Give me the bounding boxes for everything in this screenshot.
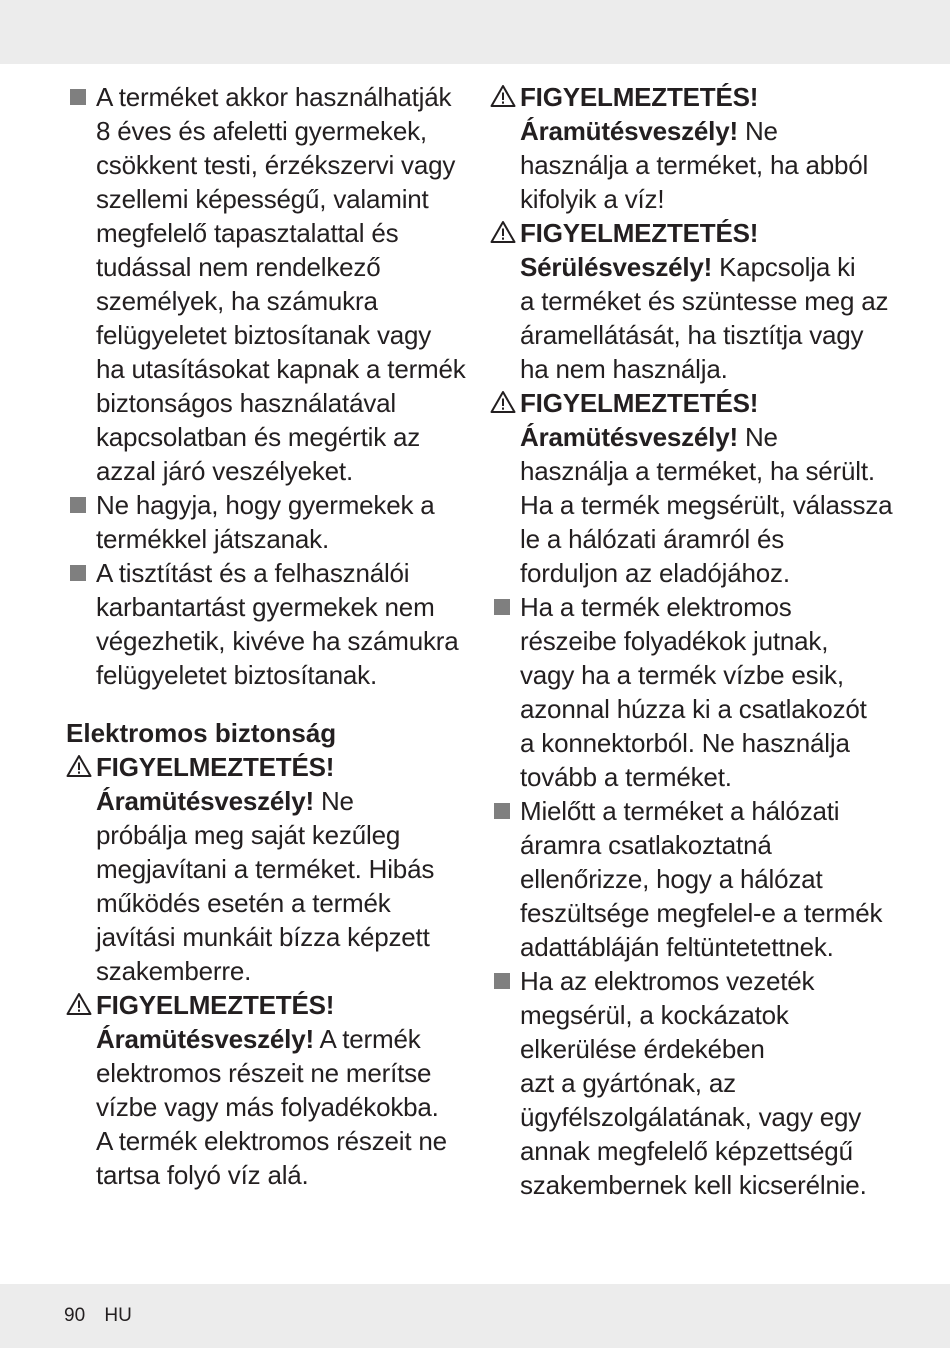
warning-block [66, 988, 466, 1192]
hazard-label: Áramütésveszély! [520, 116, 738, 146]
list-item [490, 794, 890, 964]
text-fragment: Ne [737, 116, 778, 146]
text-line: 8 éves és afeletti gyermekek, [96, 116, 427, 146]
warning-triangle-icon [490, 220, 516, 244]
text-line: Mielőtt a terméket a hálózati [520, 796, 840, 826]
square-bullet-icon [70, 497, 86, 513]
text-line: ha nem használja. [520, 354, 728, 384]
text-line: megjavítani a terméket. Hibás [96, 854, 435, 884]
text-line: áramellátását, ha tisztítja vagy [520, 320, 864, 350]
text-line: Ha a termék elektromos [520, 592, 792, 622]
text-line: ügyfélszolgálatának, vagy egy [520, 1102, 862, 1132]
text-line: azt a gyártónak, az [520, 1068, 736, 1098]
warning-title: FIGYELMEZTETÉS! [96, 752, 335, 782]
text-line: A terméket akkor használhatják [96, 82, 452, 112]
warning-title: FIGYELMEZTETÉS! [96, 990, 335, 1020]
text-line: azzal járó veszélyeket. [96, 456, 353, 486]
list-item [66, 488, 466, 556]
text-line: Ne hagyja, hogy gyermekek a [96, 490, 435, 520]
hazard-label: Áramütésveszély! [96, 786, 314, 816]
text-line: használja a terméket, ha abból [520, 150, 869, 180]
text-line: Ha a termék megsérült, válassza [520, 490, 893, 520]
right-column [490, 80, 893, 1202]
text-line: szellemi képességű, valamint [96, 184, 429, 214]
square-bullet-icon [494, 973, 510, 989]
text-line: a terméket és szüntesse meg az [520, 286, 889, 316]
text-line: A tisztítást és a felhasználói [96, 558, 410, 588]
text-fragment: A termék [313, 1024, 421, 1054]
text-line: annak megfelelő képzettségű [520, 1136, 853, 1166]
list-item [66, 556, 466, 692]
text-line: csökkent testi, érzékszervi vagy [96, 150, 456, 180]
list-item [490, 964, 890, 1202]
list-item [66, 80, 466, 488]
text-line: adattábláján feltüntetettnek. [520, 932, 834, 962]
warning-block [490, 216, 890, 386]
text-line: termékkel játszanak. [96, 524, 329, 554]
warning-triangle-icon [66, 754, 92, 778]
text-line: javítási munkáit bízza képzett [96, 922, 430, 952]
warning-triangle-icon [66, 992, 92, 1016]
warning-block [490, 386, 893, 590]
text-line: vagy ha a termék vízbe esik, [520, 660, 844, 690]
text-line: próbálja meg saját kezűleg [96, 820, 401, 850]
text-line: kapcsolatban és megértik az [96, 422, 421, 452]
text-line: kifolyik a víz! [520, 184, 665, 214]
square-bullet-icon [494, 599, 510, 615]
text-line: tudással nem rendelkező [96, 252, 381, 282]
text-line: a konnektorból. Ne használja [520, 728, 850, 758]
square-bullet-icon [494, 803, 510, 819]
text-fragment: Ne [737, 422, 778, 452]
text-line: szakembernek kell kicserélnie. [520, 1170, 867, 1200]
text-line: végezhetik, kivéve ha számukra [96, 626, 459, 656]
text-line: tartsa folyó víz alá. [96, 1160, 309, 1190]
text-line: áramra csatlakoztatná [520, 830, 772, 860]
text-line: ha utasításokat kapnak a termék [96, 354, 466, 384]
warning-triangle-icon [490, 84, 516, 108]
text-line: feszültsége megfelel-e a termék [520, 898, 883, 928]
text-line: tovább a terméket. [520, 762, 732, 792]
warning-title: FIGYELMEZTETÉS! [520, 218, 759, 248]
text-line: forduljon az eladójához. [520, 558, 790, 588]
language-code: HU [104, 1305, 132, 1326]
text-line: karbantartást gyermekek nem [96, 592, 435, 622]
top-band [0, 0, 950, 64]
square-bullet-icon [70, 565, 86, 581]
warning-title: FIGYELMEZTETÉS! [520, 388, 759, 418]
text-line: felügyeletet biztosítanak. [96, 660, 377, 690]
warning-block [66, 750, 466, 988]
text-line: biztonságos használatával [96, 388, 396, 418]
text-line: azonnal húzza ki a csatlakozót [520, 694, 867, 724]
text-line: megfelelő tapasztalattal és [96, 218, 399, 248]
text-line: megsérül, a kockázatok [520, 1000, 789, 1030]
text-line: elektromos részeit ne merítse [96, 1058, 432, 1088]
text-line: elkerülése érdekében [520, 1034, 765, 1064]
list-item [490, 590, 890, 794]
text-line: ellenőrizze, hogy a hálózat [520, 864, 823, 894]
text-line: működés esetén a termék [96, 888, 391, 918]
text-line: Ha az elektromos vezeték [520, 966, 815, 996]
hazard-label: Sérülésveszély! [520, 252, 713, 282]
page-number: 90 [64, 1305, 86, 1326]
text-line: le a hálózati áramról és [520, 524, 784, 554]
warning-triangle-icon [490, 390, 516, 414]
text-line: használja a terméket, ha sérült. [520, 456, 875, 486]
text-line: A termék elektromos részeit ne [96, 1126, 447, 1156]
text-line: vízbe vagy más folyadékokba. [96, 1092, 439, 1122]
hazard-label: Áramütésveszély! [520, 422, 738, 452]
text-line: személyek, ha számukra [96, 286, 378, 316]
left-column [66, 80, 466, 1192]
warning-title: FIGYELMEZTETÉS! [520, 82, 759, 112]
warning-block [490, 80, 890, 216]
footer [64, 1305, 146, 1327]
text-line: részeibe folyadékok jutnak, [520, 626, 829, 656]
text-fragment: Kapcsolja ki [712, 252, 856, 282]
text-line: szakemberre. [96, 956, 252, 986]
text-fragment: Ne [313, 786, 354, 816]
hazard-label: Áramütésveszély! [96, 1024, 314, 1054]
text-line: felügyeletet biztosítanak vagy [96, 320, 432, 350]
square-bullet-icon [70, 89, 86, 105]
section-heading: Elektromos biztonság [66, 718, 337, 748]
